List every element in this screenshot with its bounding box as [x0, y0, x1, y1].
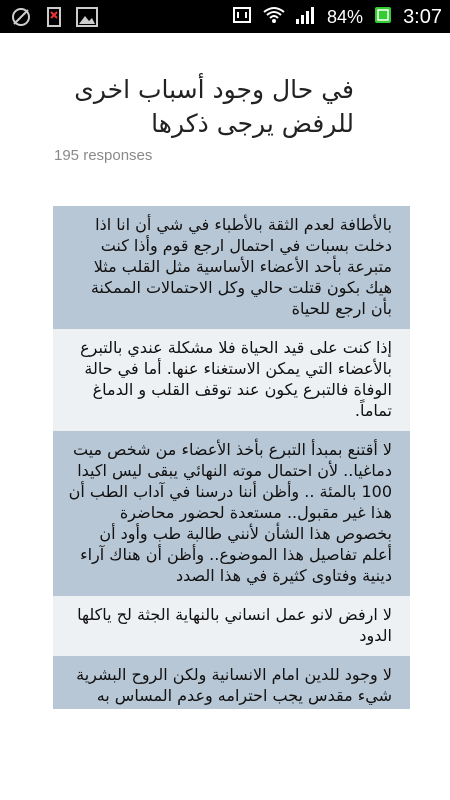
battery-percent: 84% [327, 6, 364, 27]
response-count: 195 responses [54, 147, 153, 164]
response-text: لا ارفض لانو عمل انساني بالنهاية الجثة لح ياكلها الدود [77, 605, 392, 645]
response-text: لا أقتنع بمبدأ التبرع بأخذ الأعضاء من شخص ميت دماغيا.. لأن احتمال موته النهائي يبقى ليس اكيدا 100 بالمئة .. وأظن أننا درسنا في آداب الطب أن هذا غير مقبول.. مستعدة لحضور محاضرة بخصوص هذا الشأن لأنني طالبة طب وأود أن أعلم تفاصيل هذا الموضوع.. وأظن أن هناك آراء دينية وفتاوى كثيرة في هذا الصدد [68, 440, 392, 585]
list-item [53, 206, 410, 329]
form-summary [0, 33, 450, 800]
image-icon [76, 7, 98, 31]
list-item [53, 329, 410, 431]
status-bar [0, 0, 450, 33]
clock: 3:07 [403, 5, 442, 28]
list-item [53, 656, 410, 709]
signal-icon [295, 5, 317, 29]
question-title: في حال وجود أسباب اخرى للرفض يرجى ذكرها [74, 75, 354, 138]
sim-error-icon [46, 6, 62, 32]
list-item [53, 596, 410, 656]
response-text: بالأطافة لعدم الثقة بالأطباء في شي أن انا اذا دخلت بسبات في احتمال ارجع قوم وأذا كنت متبرعة بأحد الأعضاء الأساسية مثل القلب مثلا هيك بكون قتلت حالي وكل الاحتمالات الممكنة بأن ارجع للحياة [90, 215, 392, 318]
nfc-icon [231, 4, 253, 30]
wifi-icon [263, 6, 285, 28]
list-item [53, 431, 410, 596]
blocked-notification-icon [10, 6, 32, 32]
battery-icon [373, 5, 393, 29]
system-status [231, 4, 442, 30]
response-text: إذا كنت على قيد الحياة فلا مشكلة عندي بالتبرع بالأعضاء التي يمكن الاستغناء عنها. أما في حالة الوفاة فالتبرع يكون عند توقف القلب و الدماغ تماماً. [80, 338, 392, 420]
responses-list[interactable] [53, 206, 410, 709]
response-text: لا وجود للدين امام الانسانية ولكن الروح البشرية شيء مقدس يجب احترامه وعدم المساس به [76, 665, 392, 705]
notification-icons [10, 6, 98, 32]
